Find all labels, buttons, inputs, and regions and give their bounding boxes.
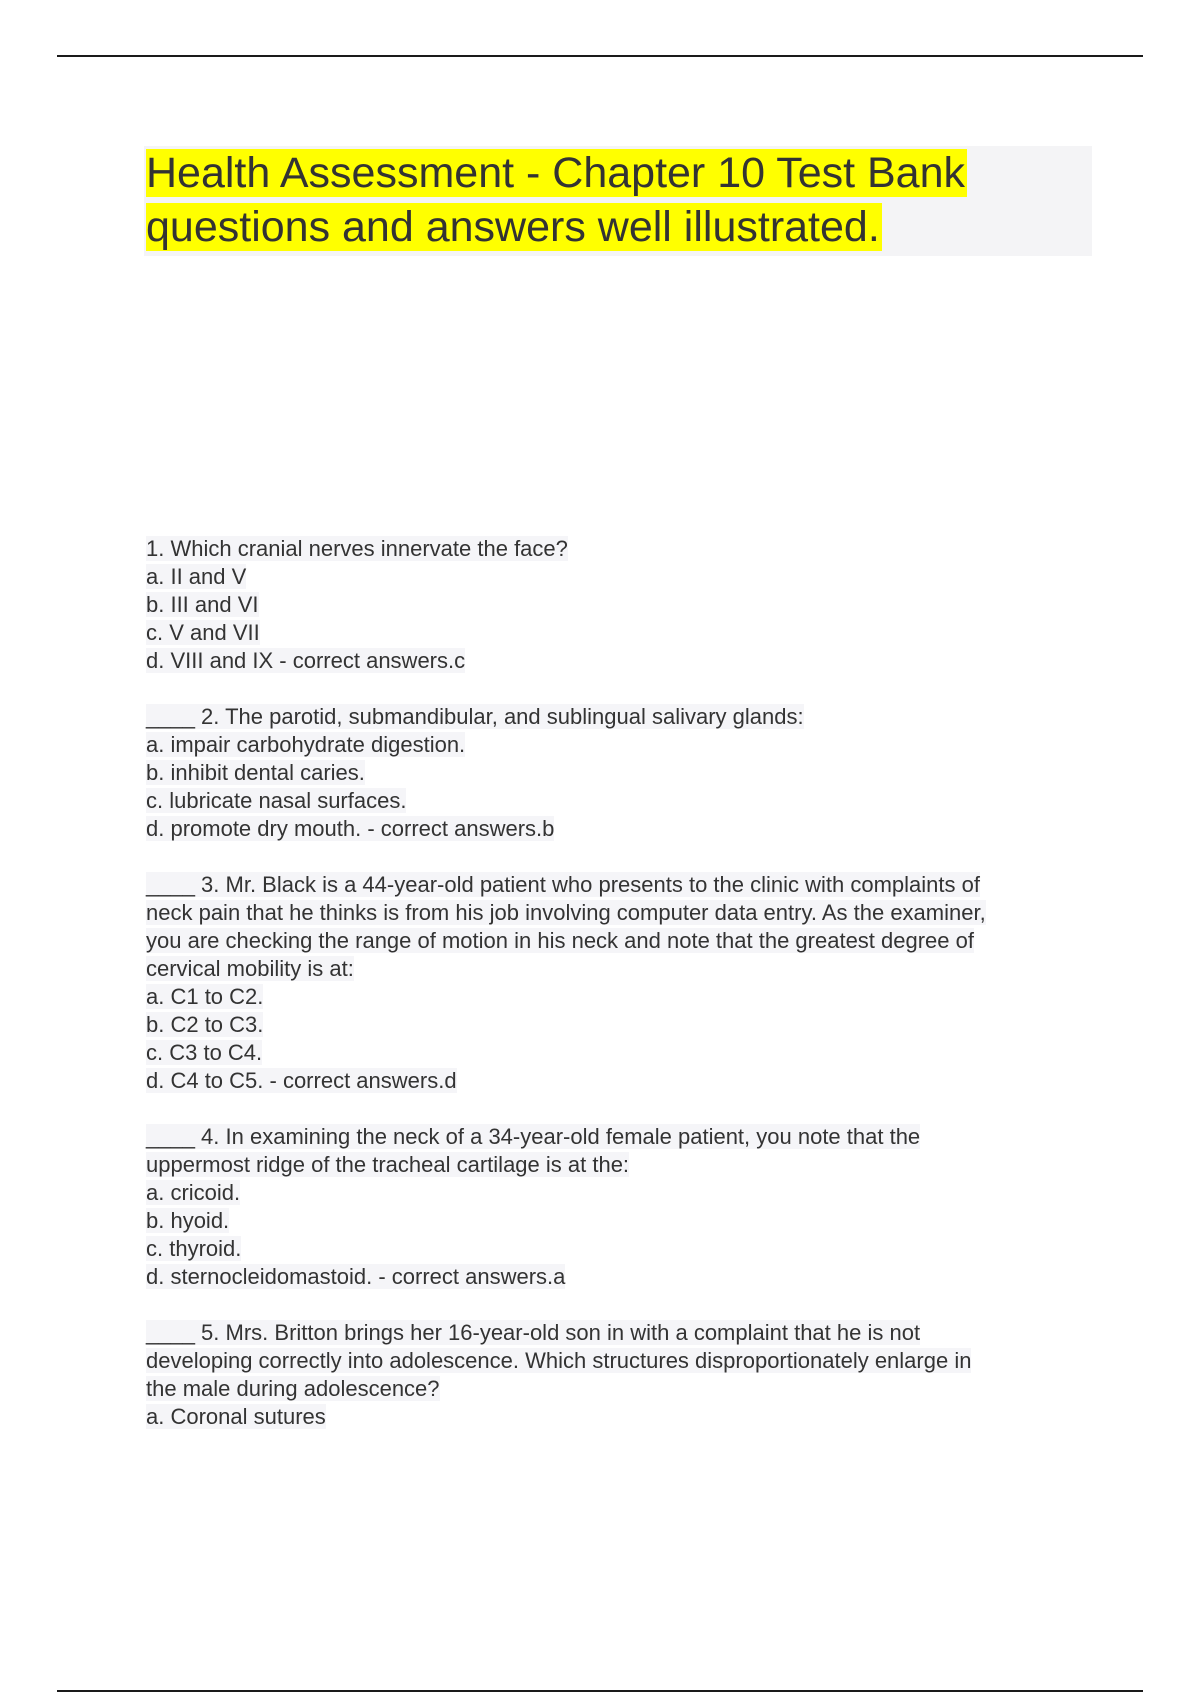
question-text	[146, 1123, 1086, 1151]
answer-option	[146, 955, 1086, 983]
line-text: c. V and VII	[146, 620, 260, 645]
line-text: d. promote dry mouth. - correct answers.b	[146, 816, 555, 841]
answer-option	[146, 927, 1086, 955]
header-rule	[57, 55, 1143, 57]
answer-option	[146, 1375, 1086, 1403]
answer-option	[146, 563, 1086, 591]
line-text: a. C1 to C2.	[146, 984, 264, 1009]
line-text: the male during adolescence?	[146, 1376, 440, 1401]
line-text: ____ 5. Mrs. Britton brings her 16-year-old son in with a complaint that he is not	[146, 1320, 921, 1345]
line-text: a. II and V	[146, 564, 247, 589]
answer-option	[146, 815, 1086, 843]
line-text: cervical mobility is at:	[146, 956, 354, 981]
line-text: b. C2 to C3.	[146, 1012, 264, 1037]
answer-option	[146, 1235, 1086, 1263]
document-title	[146, 146, 1076, 254]
answer-option	[146, 759, 1086, 787]
answer-option	[146, 1179, 1086, 1207]
line-text: a. impair carbohydrate digestion.	[146, 732, 466, 757]
line-text: a. cricoid.	[146, 1180, 241, 1205]
line-text: ____ 2. The parotid, submandibular, and sublingual salivary glands:	[146, 704, 804, 729]
question-text	[146, 535, 1086, 563]
answer-option	[146, 1067, 1086, 1095]
question-text	[146, 1319, 1086, 1347]
answer-option	[146, 1039, 1086, 1067]
line-text: b. hyoid.	[146, 1208, 230, 1233]
line-text: d. C4 to C5. - correct answers.d	[146, 1068, 457, 1093]
question-list	[146, 535, 1086, 1459]
answer-option	[146, 787, 1086, 815]
line-text: a. Coronal sutures	[146, 1404, 326, 1429]
answer-option	[146, 619, 1086, 647]
answer-option	[146, 1207, 1086, 1235]
answer-option	[146, 647, 1086, 675]
line-text: d. VIII and IX - correct answers.c	[146, 648, 466, 673]
question-text	[146, 703, 1086, 731]
line-text: d. sternocleidomastoid. - correct answers.a	[146, 1264, 566, 1289]
line-text: c. C3 to C4.	[146, 1040, 263, 1065]
line-text: neck pain that he thinks is from his job involving computer data entry. As the examiner,	[146, 900, 986, 925]
question-block	[146, 1319, 1086, 1431]
line-text: you are checking the range of motion in his neck and note that the greatest degree of	[146, 928, 974, 953]
answer-option	[146, 1347, 1086, 1375]
question-block	[146, 871, 1086, 1095]
answer-option	[146, 1151, 1086, 1179]
line-text: ____ 3. Mr. Black is a 44-year-old patient who presents to the clinic with complaints of	[146, 872, 980, 897]
answer-option	[146, 1263, 1086, 1291]
line-text: developing correctly into adolescence. Which structures disproportionately enlarge in	[146, 1348, 972, 1373]
answer-option	[146, 731, 1086, 759]
question-block	[146, 535, 1086, 675]
question-block	[146, 1123, 1086, 1291]
line-text: c. lubricate nasal surfaces.	[146, 788, 407, 813]
line-text: b. inhibit dental caries.	[146, 760, 365, 785]
question-block	[146, 703, 1086, 843]
answer-option	[146, 1403, 1086, 1431]
footer-rule	[57, 1690, 1143, 1692]
title-highlight: Health Assessment - Chapter 10 Test Bank questions and answers well illustrated.	[146, 149, 966, 251]
answer-option	[146, 983, 1086, 1011]
line-text: 1. Which cranial nerves innervate the face?	[146, 536, 568, 561]
question-text	[146, 871, 1086, 899]
line-text: b. III and VI	[146, 592, 259, 617]
line-text: uppermost ridge of the tracheal cartilage is at the:	[146, 1152, 630, 1177]
line-text: c. thyroid.	[146, 1236, 242, 1261]
line-text: ____ 4. In examining the neck of a 34-year-old female patient, you note that the	[146, 1124, 921, 1149]
answer-option	[146, 591, 1086, 619]
answer-option	[146, 1011, 1086, 1039]
answer-option	[146, 899, 1086, 927]
